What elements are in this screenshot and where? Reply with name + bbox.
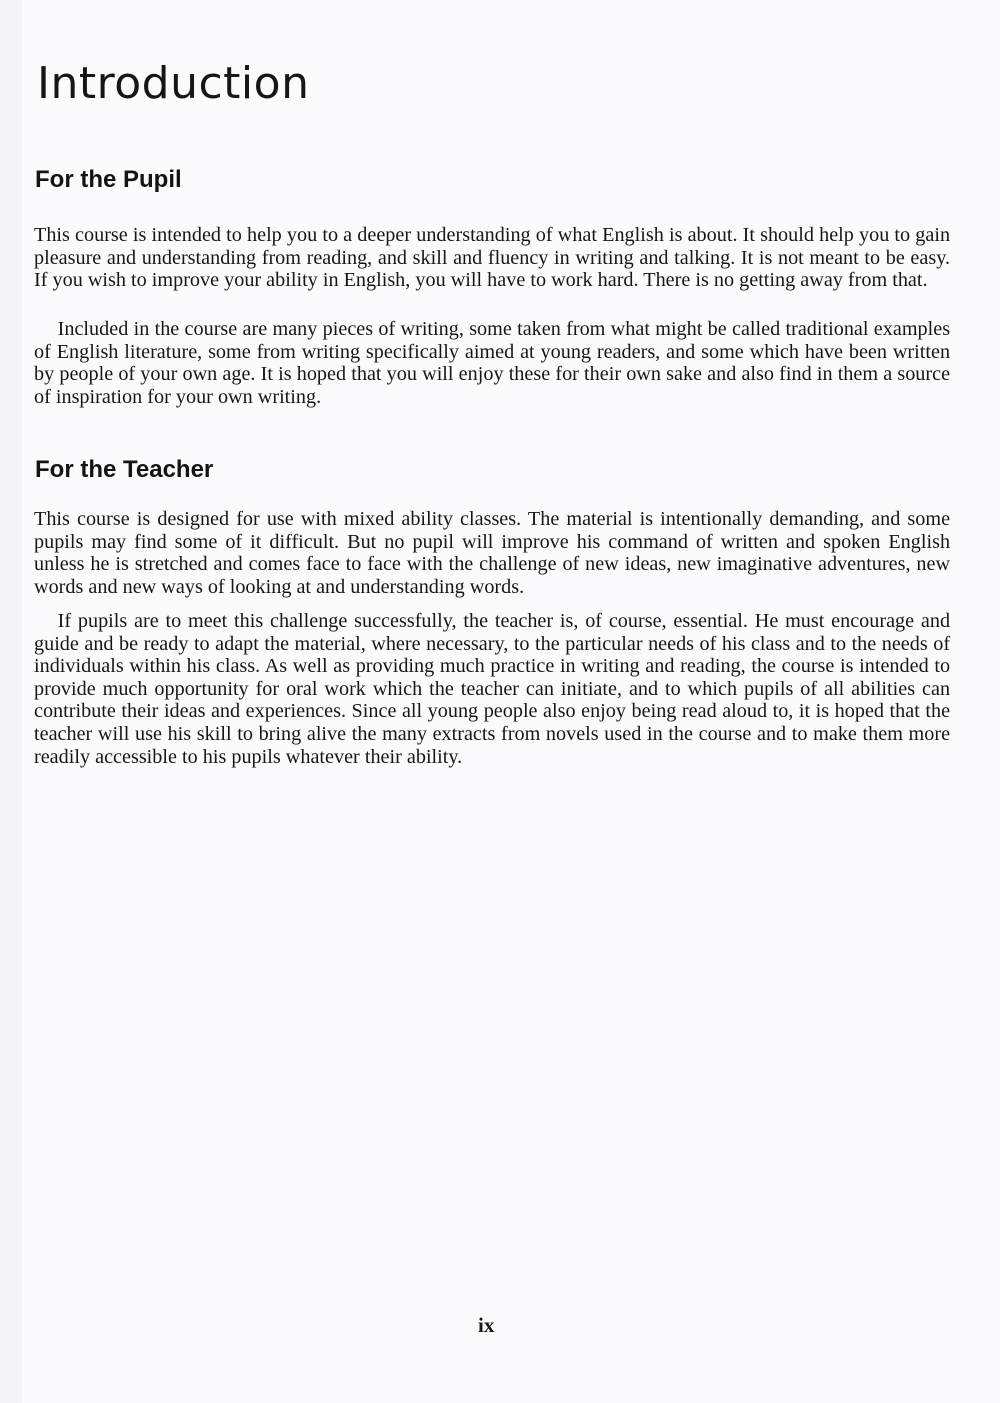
page-edge bbox=[0, 0, 22, 1403]
section-heading-pupil: For the Pupil bbox=[35, 166, 182, 193]
section-heading-teacher: For the Teacher bbox=[35, 456, 214, 483]
pupil-paragraph-2: Included in the course are many pieces of writing, some taken from what might be called traditional examples of English literature, some from writing specifically aimed at young readers, and some which have been written by people of your own age. It is hoped that you will enjoy these for their own sake and also find in them a source of inspiration for your own writing. bbox=[34, 318, 951, 408]
pupil-paragraph-1: This course is intended to help you to a deeper understanding of what English is about. It should help you to gain pleasure and understanding from reading, and skill and fluency in writing and talking. It is not meant to be easy. If you wish to improve your ability in English, you will have to work hard. There is no getting away from that. bbox=[34, 224, 951, 292]
page-number: ix bbox=[478, 1313, 495, 1337]
teacher-paragraph-2: If pupils are to meet this challenge successfully, the teacher is, of course, essential. He must encourage and guide and be ready to adapt the material, where necessary, to the particular needs of his class and to the needs of individuals within his class. As well as providing much practice in writing and reading, the course is intended to provide much opportunity for oral work which the teacher can initiate, and to which pupils of all abilities can contribute their ideas and experiences. Since all young people also enjoy being read aloud to, it is hoped that the teacher will use his skill to bring alive the many extracts from novels used in the course and to make them more readily accessible to his pupils whatever their ability. bbox=[34, 610, 951, 768]
teacher-paragraph-1: This course is designed for use with mixed ability classes. The material is intentionally demanding, and some pupils may find some of it difficult. But no pupil will improve his command of written and spoken English unless he is stretched and comes face to face with the challenge of new ideas, new imaginative adventures, new words and new ways of looking at and understanding words. bbox=[34, 508, 951, 598]
page-title: Introduction bbox=[37, 58, 310, 109]
